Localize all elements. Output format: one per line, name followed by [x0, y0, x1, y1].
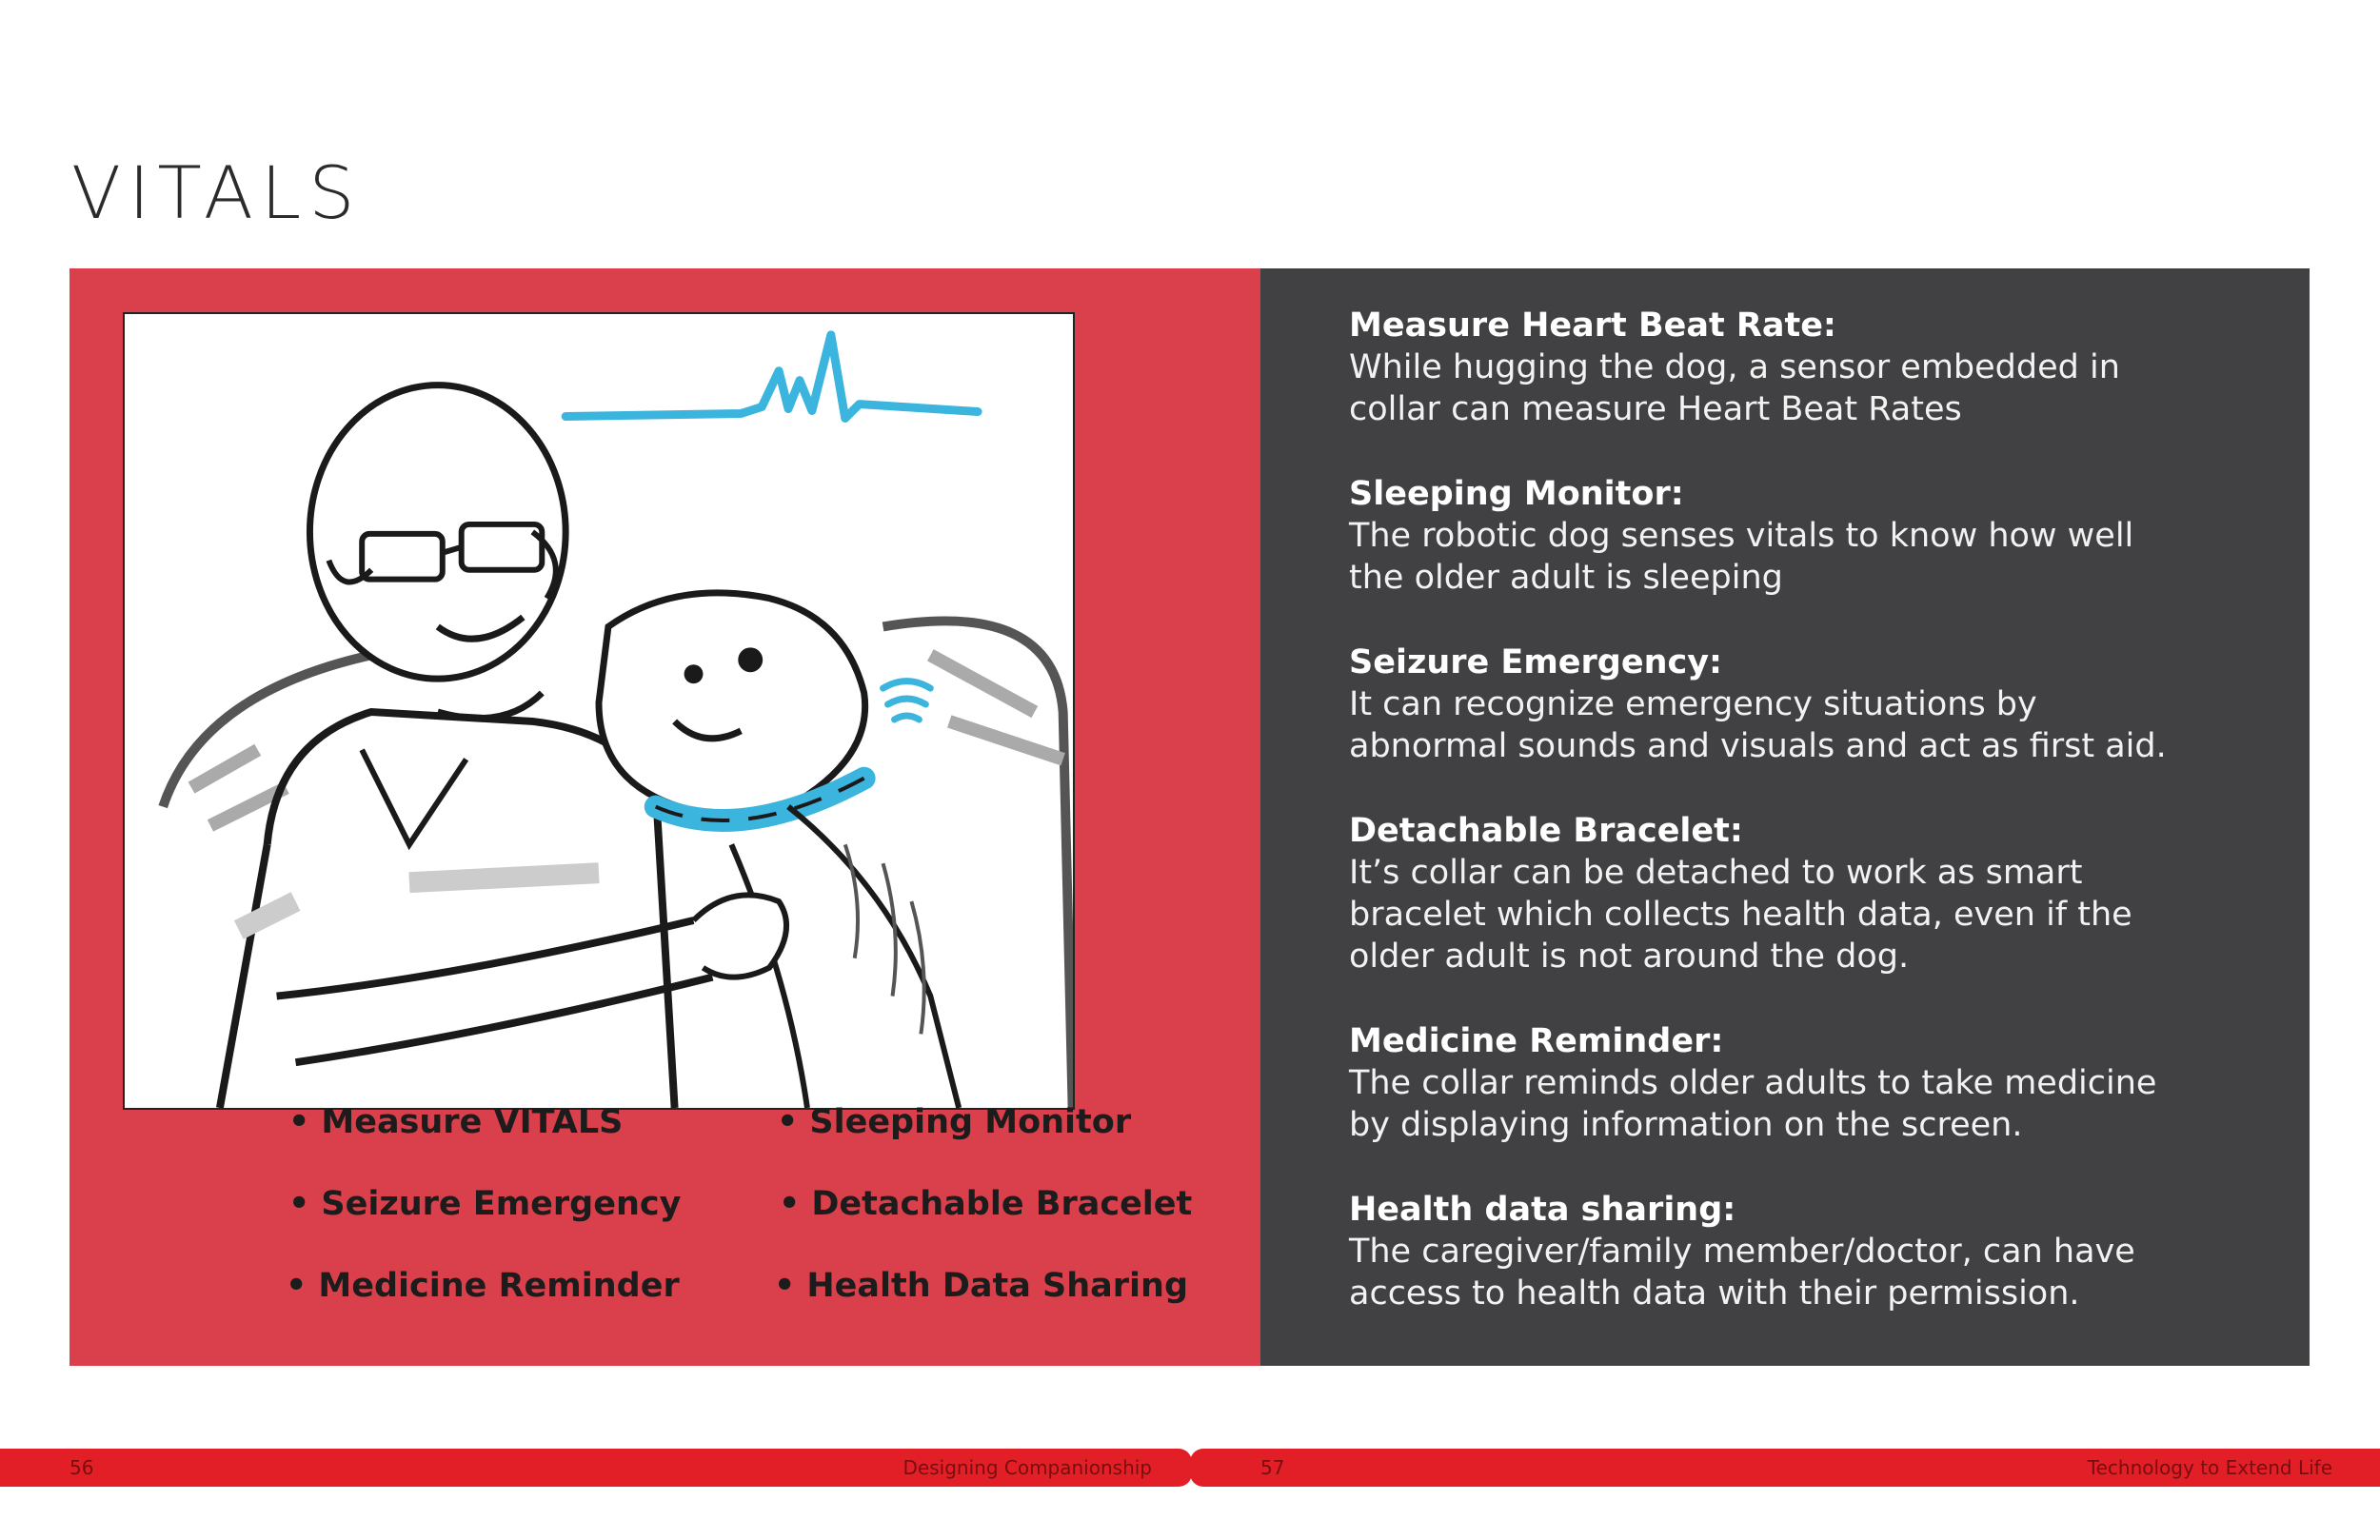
- feature-text: by displaying information on the screen.: [1349, 1106, 2023, 1144]
- footer-right: [1190, 1449, 2380, 1487]
- feature-title: Sleeping Monitor:: [1349, 475, 1684, 513]
- feature-medicine-reminder: [1349, 1020, 2282, 1146]
- feature-text: The collar reminds older adults to take medicine: [1349, 1064, 2157, 1102]
- man-hugging-robot-dog-sketch: [125, 314, 1073, 1108]
- feature-text: collar can measure Heart Beat Rates: [1349, 390, 1962, 428]
- feature-title: Health data sharing:: [1349, 1191, 1736, 1229]
- bullet-item: • Measure VITALS: [288, 1106, 623, 1139]
- feature-text: older adult is not around the dog.: [1349, 938, 1910, 976]
- bullet-item: • Seizure Emergency: [288, 1188, 681, 1221]
- feature-text: It can recognize emergency situations by: [1349, 685, 2037, 723]
- feature-title: Seizure Emergency:: [1349, 643, 1723, 681]
- feature-bullet-list: [212, 1103, 1212, 1344]
- feature-heart-beat: [1349, 305, 2282, 430]
- feature-sleeping-monitor: [1349, 473, 2282, 599]
- bullet-item: • Medicine Reminder: [286, 1270, 680, 1303]
- feature-text: the older adult is sleeping: [1349, 559, 1783, 597]
- feature-title: Medicine Reminder:: [1349, 1022, 1724, 1060]
- section-name: Technology to Extend Life: [2087, 1456, 2332, 1479]
- feature-text: bracelet which collects health data, even if the: [1349, 896, 2132, 934]
- bullet-item: • Health Data Sharing: [774, 1270, 1188, 1303]
- section-name: Designing Companionship: [902, 1456, 1152, 1479]
- footer-left: [0, 1449, 1192, 1487]
- feature-title: Detachable Bracelet:: [1349, 812, 1743, 850]
- feature-detachable-bracelet: [1349, 810, 2282, 977]
- sketch-illustration: [123, 312, 1075, 1110]
- feature-text: access to health data with their permission.: [1349, 1274, 2080, 1313]
- feature-text: It’s collar can be detached to work as smart: [1349, 854, 2083, 892]
- feature-seizure-emergency: [1349, 642, 2282, 767]
- feature-text: While hugging the dog, a sensor embedded in: [1349, 348, 2120, 386]
- page-title: VITALS: [71, 150, 363, 235]
- feature-text: The robotic dog senses vitals to know how well: [1349, 517, 2134, 555]
- page-number: 56: [69, 1456, 94, 1479]
- feature-title: Measure Heart Beat Rate:: [1349, 306, 1836, 345]
- bullet-item: • Sleeping Monitor: [777, 1106, 1131, 1139]
- feature-description-panel: [1260, 268, 2310, 1366]
- feature-text: abnormal sounds and visuals and act as first aid.: [1349, 727, 2167, 765]
- feature-health-data-sharing: [1349, 1189, 2282, 1314]
- feature-text: The caregiver/family member/doctor, can have: [1349, 1233, 2135, 1271]
- bullet-item: • Detachable Bracelet: [779, 1188, 1192, 1221]
- heartbeat-icon: [565, 335, 978, 419]
- page-number: 57: [1260, 1456, 1285, 1479]
- illustration-panel: [69, 268, 1260, 1366]
- signal-icon: [883, 681, 931, 720]
